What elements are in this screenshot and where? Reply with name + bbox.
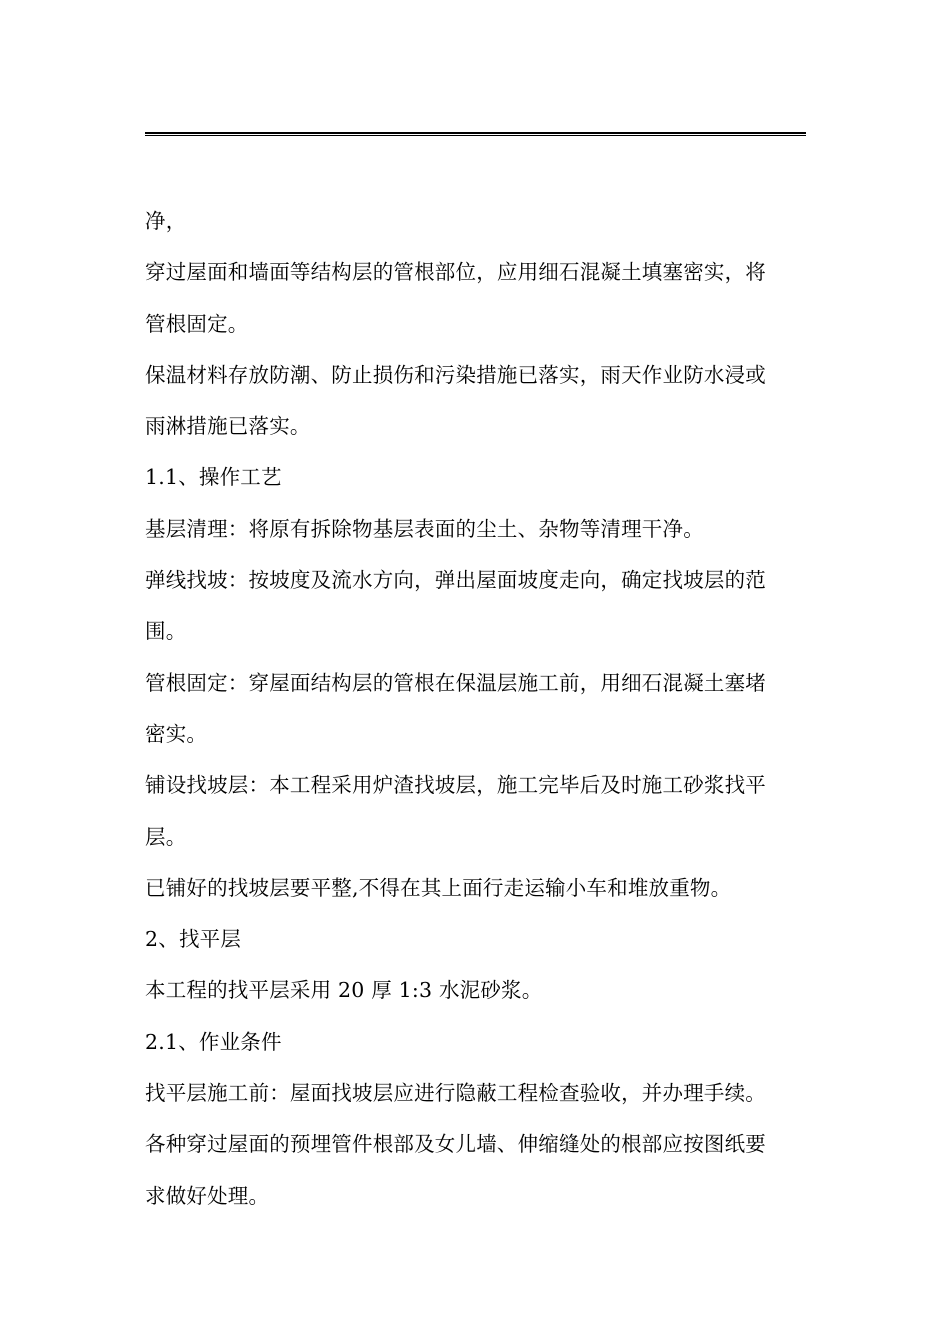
text-line: 基层清理：将原有拆除物基层表面的尘土、杂物等清理干净。 bbox=[145, 516, 704, 541]
text-line: 铺设找坡层：本工程采用炉渣找坡层，施工完毕后及时施工砂浆找平 bbox=[145, 773, 766, 798]
text-line: 已铺好的找坡层要平整,不得在其上面行走运输小车和堆放重物。 bbox=[145, 875, 732, 900]
header-rule bbox=[145, 132, 806, 136]
section-heading: 2.1、作业条件 bbox=[145, 1029, 282, 1054]
text-line: 求做好处理。 bbox=[145, 1183, 270, 1208]
text-line: 保温材料存放防潮、防止损伤和污染措施已落实，雨天作业防水浸或 bbox=[145, 362, 766, 387]
text-line: 找平层施工前：屋面找坡层应进行隐蔽工程检查验收，并办理手续。 bbox=[145, 1081, 766, 1106]
text-line: 穿过屋面和墙面等结构层的管根部位，应用细石混凝土填塞密实，将 bbox=[145, 260, 766, 285]
text-line: 管根固定。 bbox=[145, 311, 249, 336]
document-body bbox=[145, 202, 817, 1228]
section-heading: 1.1、操作工艺 bbox=[145, 465, 282, 490]
text-line: 密实。 bbox=[145, 721, 208, 746]
text-line: 围。 bbox=[145, 619, 187, 644]
text-line: 净， bbox=[145, 209, 187, 233]
text-line: 雨淋措施已落实。 bbox=[145, 414, 311, 439]
section-heading: 2、找平层 bbox=[145, 927, 242, 952]
text-line: 本工程的找平层采用 20 厚 1:3 水泥砂浆。 bbox=[145, 978, 543, 1003]
text-line: 弹线找坡：按坡度及流水方向，弹出屋面坡度走向，确定找坡层的范 bbox=[145, 568, 766, 593]
text-line: 层。 bbox=[145, 824, 187, 849]
text-line: 管根固定：穿屋面结构层的管根在保温层施工前，用细石混凝土塞堵 bbox=[145, 670, 766, 695]
text-line: 各种穿过屋面的预埋管件根部及女儿墙、伸缩缝处的根部应按图纸要 bbox=[145, 1132, 766, 1157]
